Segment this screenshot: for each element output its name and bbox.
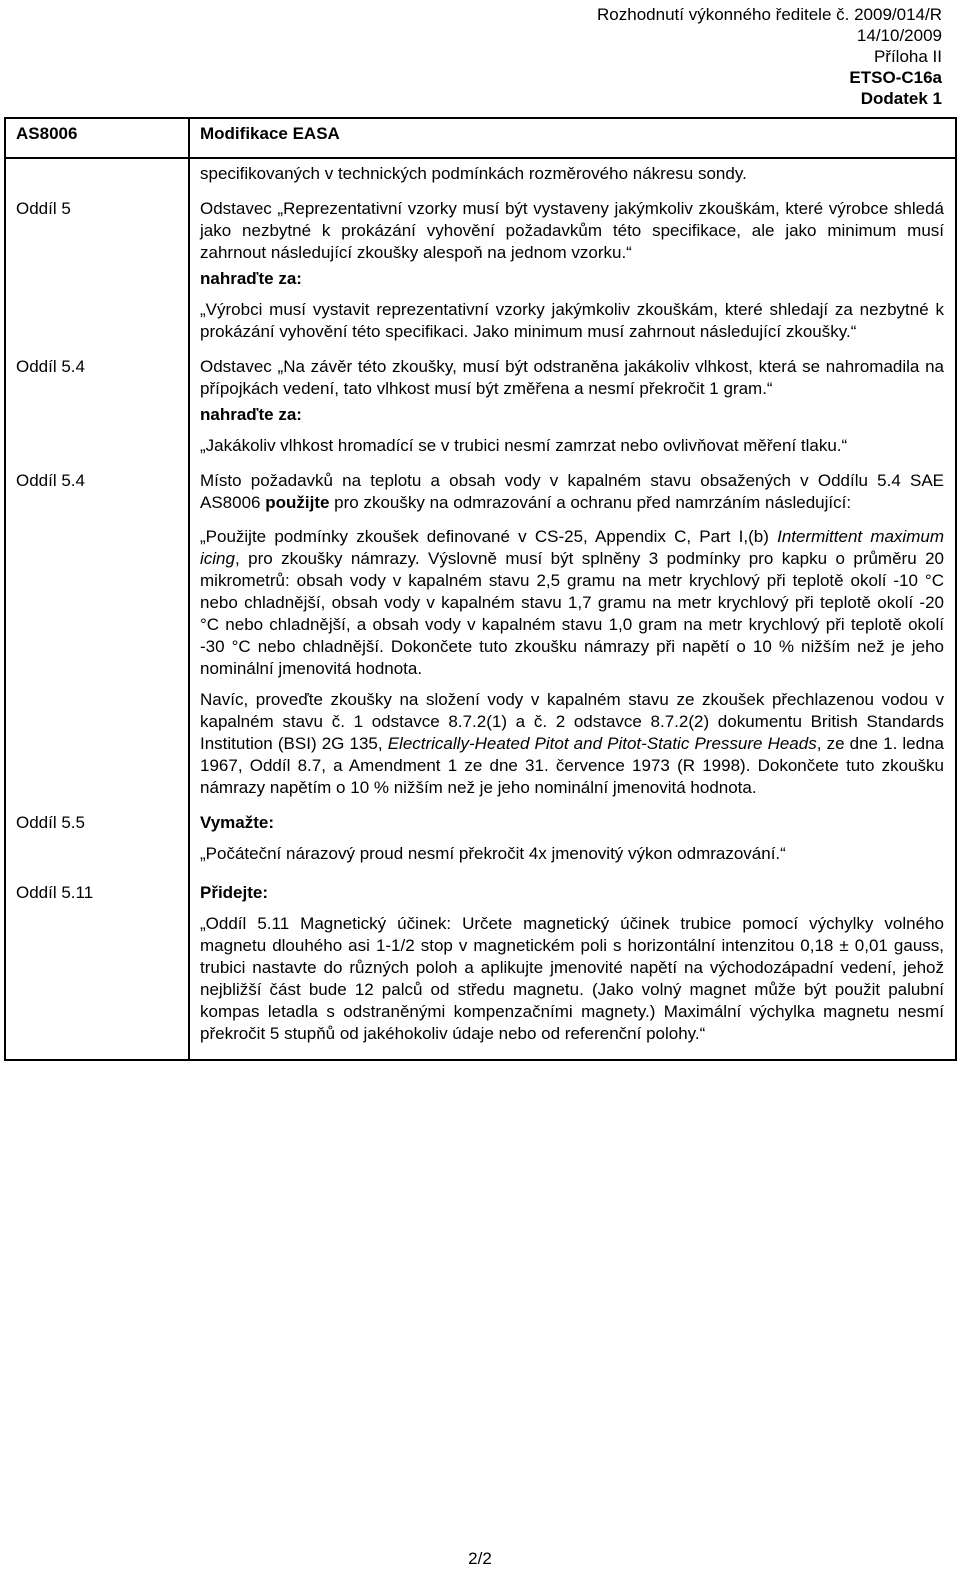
row-label: Oddíl 5.5 (5, 799, 189, 865)
annex-label: Příloha II (873, 47, 942, 66)
modification-table (4, 117, 957, 1061)
row-label (5, 158, 189, 185)
row-label: Oddíl 5.4 (5, 343, 189, 457)
replace-instruction: nahraďte za: (200, 405, 302, 424)
appendix-label: Dodatek 1 (860, 89, 942, 108)
replace-instruction: nahraďte za: (200, 269, 302, 288)
table-header-row (5, 118, 956, 158)
table-row (5, 799, 956, 865)
table-row (5, 343, 956, 457)
page-number: 2/2 (468, 1549, 492, 1568)
icing-conditions-paragraph: „Použijte podmínky zkoušek definované v CS-25, Appendix C, Part I,(b) Intermittent maximum icing, pro zkoušky námrazy. Výslovně musí být splněny 3 podmínky pro kapku o průměru 20 mikrometrů: obsah vody v kapalném stavu 2,5 gramu na metr krychlový při teplotě okolí -10 °C nebo chladnější, obsah vody v kapalném stavu 1,7 gramu na metr krychlový při teplotě okolí -20 °C nebo chladnější, a obsah vody v kapalném stavu 1,0 gram na metr krychlový při teplotě okolí -30 °C nebo chladnější. Dokončete tuto zkoušku námrazy při napětí o 10 % nižším než je jeho nominální jmenovitá hodnota. (200, 527, 944, 678)
col-header-easa-modification: Modifikace EASA (189, 118, 956, 158)
original-paragraph: Odstavec „Na závěr této zkoušky, musí být odstraněna jakákoliv vlhkost, která se nahromadila na přípojkách vedení, tato vlhkost musí být změřena a nesmí překročit 1 gram.“ (200, 357, 944, 398)
table-row (5, 158, 956, 185)
table-row (5, 185, 956, 343)
add-instruction: Přidejte: (200, 883, 269, 902)
replacement-paragraph: „Výrobci musí vystavit reprezentativní vzorky jakýmkoliv zkouškám, které shledají za nezbytné k prokázání vyhovění této specifikaci. Jako minimum musí zahrnout následující zkoušky.“ (200, 300, 944, 341)
instruction-paragraph: Místo požadavků na teplotu a obsah vody v kapalném stavu obsažených v Oddílu 5.4 SAE AS8006 použijte pro zkoušky na odmrazování a ochranu před namrzáním následující: (200, 471, 944, 512)
row-label: Oddíl 5.4 (5, 457, 189, 799)
row-label: Oddíl 5 (5, 185, 189, 343)
original-paragraph: Odstavec „Reprezentativní vzorky musí být vystaveny jakýmkoliv zkouškám, které výrobce shledá jako nezbytné k prokázání vyhovění požadavkům této specifikace, ale jako minimum musí zahrnout následující zkoušky alespoň na jednom vzorku.“ (200, 199, 944, 262)
etso-code: ETSO-C16a (849, 68, 942, 87)
delete-instruction: Vymažte: (200, 813, 275, 832)
row-label: Oddíl 5.11 (5, 865, 189, 1060)
decision-reference: Rozhodnutí výkonného ředitele č. 2009/014/R (597, 5, 942, 24)
bsi-test-paragraph: Navíc, proveďte zkoušky na složení vody v kapalném stavu ze zkoušek přechlazenou vodou v kapalném stavu č. 1 odstavce 8.7.2(1) a č. 2 odstavce 8.7.2(2) dokumentu British Standards Institution (BSI) 2G 135, Electrically-Heated Pitot and Pitot-Static Pressure Heads, ze dne 1. ledna 1967, Oddíl 8.7, a Amendment 1 ze dne 31. července 1973 (R 1998). Dokončete tuto zkoušku námrazy napětím o 10 % nižším než je jeho nominální jmenovitá hodnota. (200, 690, 944, 797)
document-header (597, 4, 942, 109)
deleted-paragraph: „Počáteční nárazový proud nesmí překročit 4x jmenovitý výkon odmrazování.“ (200, 844, 786, 863)
row-text: specifikovaných v technických podmínkách rozměrového nákresu sondy. (200, 164, 747, 183)
decision-date: 14/10/2009 (856, 26, 942, 45)
table-row (5, 457, 956, 799)
table-row (5, 865, 956, 1060)
replacement-paragraph: „Jakákoliv vlhkost hromadící se v trubici nesmí zamrzat nebo ovlivňovat měření tlaku.“ (200, 436, 848, 455)
added-paragraph: „Oddíl 5.11 Magnetický účinek: Určete magnetický účinek trubice pomocí výchylky volného magnetu dlouhého asi 1-1/2 stop v magnetickém poli s horizontální intenzitou 0,18 ± 0,01 gauss, trubici nastavte do různých poloh a aplikujte jmenovité napětí na východozápadní vedení, jehož nejbližší část bude 12 palců od středu magnetu. (Jako volný magnet může být použit palubní kompas letadla s odstraněnými kompenzačními magnety.) Maximální výchylka magnetu nesmí překročit 5 stupňů od jakéhokoliv údaje nebo od referenční polohy.“ (200, 914, 944, 1043)
col-header-as8006: AS8006 (5, 118, 189, 158)
